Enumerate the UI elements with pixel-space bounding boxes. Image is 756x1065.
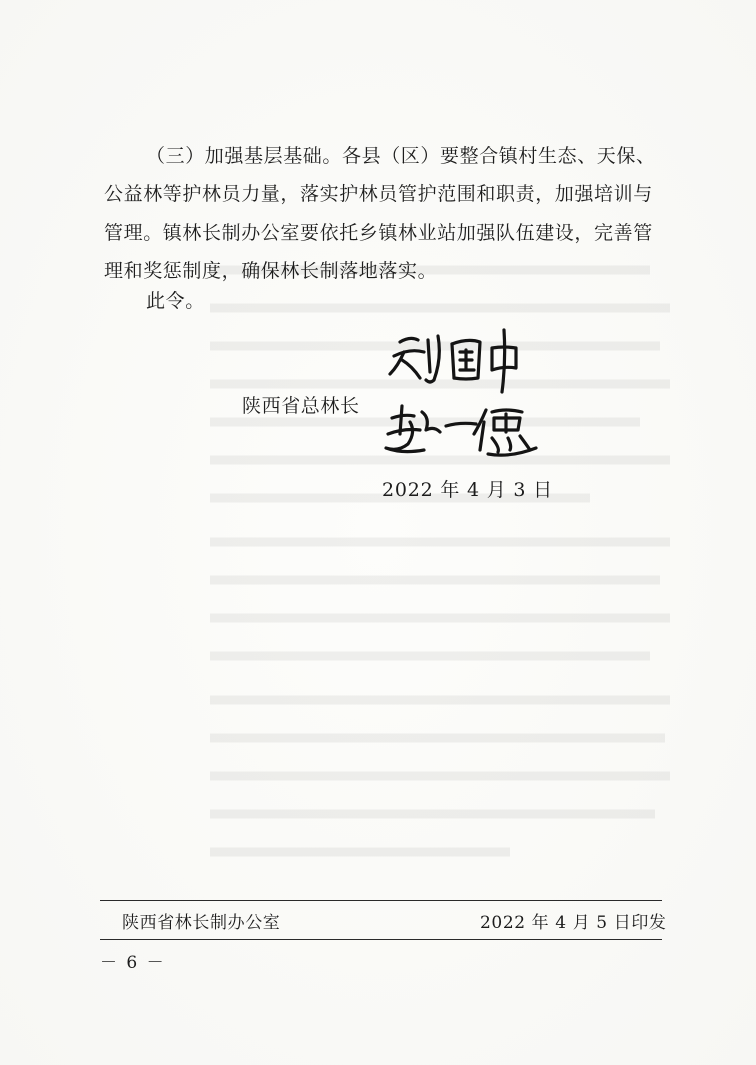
body-line: 理和奖惩制度，确保林长制落地落实。	[104, 259, 438, 282]
body-line: 公益林等护林员力量，落实护林员管护范围和职责，加强培训与	[104, 183, 653, 206]
footer-issuer: 陕西省林长制办公室	[122, 913, 281, 933]
signature-date: 2022 年 4 月 3 日	[382, 479, 553, 501]
body-paragraph	[104, 137, 664, 290]
footer-issue-date: 2022 年 4 月 5 日印发	[480, 913, 667, 933]
body-line: 管理。镇林长制办公室要依托乡镇林业站加强队伍建设，完善管	[104, 221, 653, 244]
handwritten-signatures	[380, 322, 550, 472]
footer-top-rule	[100, 900, 662, 901]
body-line: （三）加强基层基础。各县（区）要整合镇村生态、天保、	[146, 145, 656, 167]
closing-phrase: 此令。	[146, 290, 205, 312]
page-number: － 6 －	[100, 953, 166, 973]
footer-bottom-rule	[100, 939, 662, 940]
signer-title: 陕西省总林长	[242, 395, 360, 417]
